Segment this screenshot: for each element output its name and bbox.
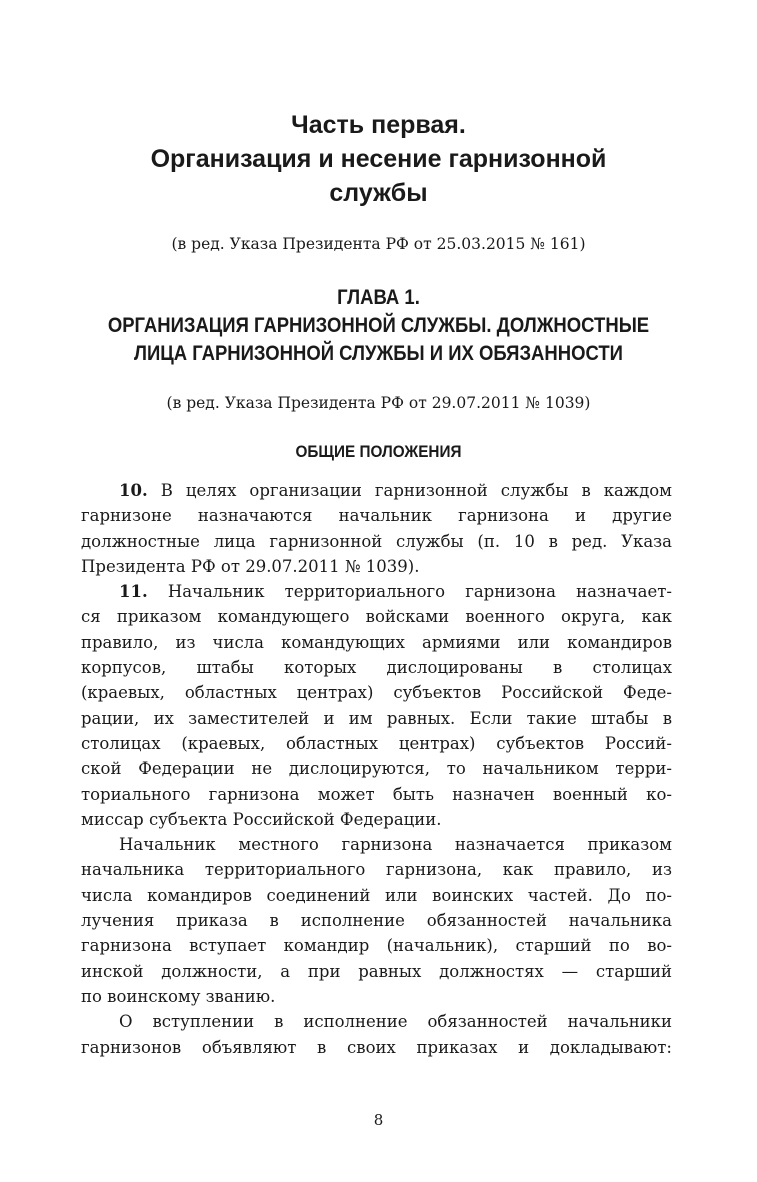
- paragraph-number: 11.: [119, 582, 148, 602]
- chapter-title: [105, 283, 653, 367]
- paragraph-10-line: должностные лица гарнизонной службы (п. 10 в ред. Указа: [81, 531, 672, 551]
- paragraph-11-line: столицах (краевых, областных центрах) субъектов Россий-: [81, 733, 672, 753]
- paragraph-local-garrison-line: числа командиров соединений или воинских частей. До по-: [81, 885, 672, 905]
- paragraph-11-line: ской Федерации не дислоцируются, то начальником терри-: [81, 759, 672, 779]
- chapter-title-line: ГЛАВА 1.: [337, 285, 420, 309]
- part-title: [60, 108, 697, 210]
- part-title-line: службы: [329, 179, 428, 207]
- paragraph-local-garrison-line: Начальник местного гарнизона назначается приказом: [119, 835, 672, 855]
- paragraph-local-garrison-line: по воинскому званию.: [81, 986, 276, 1006]
- paragraph-11-line: рации, их заместителей и им равных. Если такие штабы в: [81, 708, 672, 728]
- line-text: Начальник территориального гарнизона назначает-: [147, 582, 672, 602]
- paragraph-11-line: ториального гарнизона может быть назначен военный ко-: [81, 784, 672, 804]
- paragraph-11-line: корпусов, штабы которых дислоцированы в столицах: [81, 658, 672, 678]
- part-title-line: Организация и несение гарнизонной: [150, 145, 607, 173]
- paragraph-local-garrison-line: гарнизона вступает командир (начальник), старший по во-: [81, 936, 672, 956]
- chapter-title-line: ЛИЦА ГАРНИЗОННОЙ СЛУЖБЫ И ИХ ОБЯЗАННОСТИ: [134, 341, 623, 365]
- part-amendment-note: (в ред. Указа Президента РФ от 25.03.2015 № 161): [171, 235, 586, 253]
- chapter-title-line: ОРГАНИЗАЦИЯ ГАРНИЗОННОЙ СЛУЖБЫ. ДОЛЖНОСТНЫЕ: [107, 313, 650, 337]
- paragraph-11-line: (краевых, областных центрах) субъектов Российской Феде-: [81, 683, 672, 703]
- section-title: ОБЩИЕ ПОЛОЖЕНИЯ: [295, 442, 462, 461]
- paragraph-10-line: [81, 478, 672, 503]
- paragraph-11-line: миссар субъекта Российской Федерации.: [81, 809, 442, 829]
- body-text: [81, 478, 672, 1060]
- page-number: 8: [373, 1111, 384, 1129]
- paragraph-11-line: [81, 579, 672, 604]
- paragraph-local-garrison-line: начальника территориального гарнизона, как правило, из: [81, 860, 672, 880]
- paragraph-10-line: гарнизоне назначаются начальник гарнизона и другие: [81, 506, 672, 526]
- paragraph-11-line: правило, из числа командующих армиями или командиров: [81, 632, 672, 652]
- paragraph-local-garrison-line: инской должности, а при равных должностях — старший: [81, 961, 672, 981]
- paragraph-local-garrison-line: лучения приказа в исполнение обязанностей начальника: [81, 911, 672, 931]
- paragraph-announcement-line: гарнизонов объявляют в своих приказах и докладывают:: [81, 1037, 672, 1057]
- paragraph-10-line: Президента РФ от 29.07.2011 № 1039).: [81, 556, 420, 576]
- line-text: В целях организации гарнизонной службы в каждом: [147, 481, 672, 500]
- paragraph-number: 10.: [119, 481, 148, 500]
- chapter-amendment-note: (в ред. Указа Президента РФ от 29.07.2011 № 1039): [166, 394, 591, 412]
- part-title-line: Часть первая.: [291, 111, 466, 139]
- paragraph-11-line: ся приказом командующего войсками военного округа, как: [81, 607, 672, 627]
- paragraph-announcement-line: О вступлении в исполнение обязанностей начальники: [119, 1012, 672, 1032]
